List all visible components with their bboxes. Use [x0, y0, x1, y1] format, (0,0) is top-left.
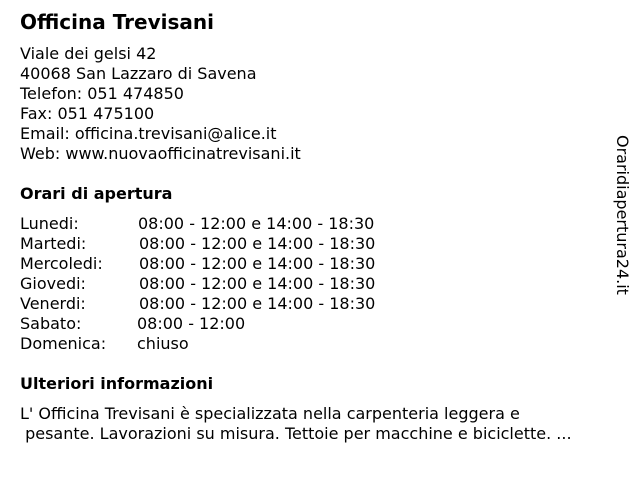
day-hours: 08:00 - 12:00 e 14:00 - 18:30	[138, 214, 375, 233]
info-line: pesante. Lavorazioni su misura. Tettoie per macchine e biciclette. ...	[20, 424, 572, 443]
opening-hours-heading: Orari di apertura	[20, 184, 173, 203]
day-label: Sabato:	[20, 314, 82, 333]
day-label: Mercoledi:	[20, 254, 103, 273]
website-address: Web: www.nuovaofficinatrevisani.it	[20, 144, 301, 163]
day-label: Venerdi:	[20, 294, 86, 313]
email-address: Email: officina.trevisani@alice.it	[20, 124, 277, 143]
phone-number: Telefon: 051 474850	[20, 84, 184, 103]
business-title: Officina Trevisani	[20, 10, 214, 34]
contact-block	[20, 44, 301, 164]
brand-text: Oraridiapertura24.it	[613, 135, 632, 295]
address-street: Viale dei gelsi 42	[20, 44, 157, 63]
address-city: 40068 San Lazzaro di Savena	[20, 64, 257, 83]
fax-number: Fax: 051 475100	[20, 104, 155, 123]
day-hours: 08:00 - 12:00 e 14:00 - 18:30	[139, 274, 376, 293]
additional-info-heading: Ulteriori informazioni	[20, 374, 214, 393]
info-line: L' Officina Trevisani è specializzata nella carpenteria leggera e	[20, 404, 520, 423]
day-label: Martedi:	[20, 234, 87, 253]
vertical-brand-watermark	[612, 135, 636, 310]
day-hours: chiuso	[137, 334, 189, 353]
day-hours: 08:00 - 12:00	[137, 314, 246, 333]
day-label: Giovedi:	[20, 274, 86, 293]
day-label: Domenica:	[20, 334, 107, 353]
day-hours: 08:00 - 12:00 e 14:00 - 18:30	[139, 254, 376, 273]
day-hours: 08:00 - 12:00 e 14:00 - 18:30	[139, 294, 376, 313]
additional-info-text	[20, 404, 625, 444]
day-label: Lunedi:	[20, 214, 79, 233]
day-hours: 08:00 - 12:00 e 14:00 - 18:30	[139, 234, 376, 253]
